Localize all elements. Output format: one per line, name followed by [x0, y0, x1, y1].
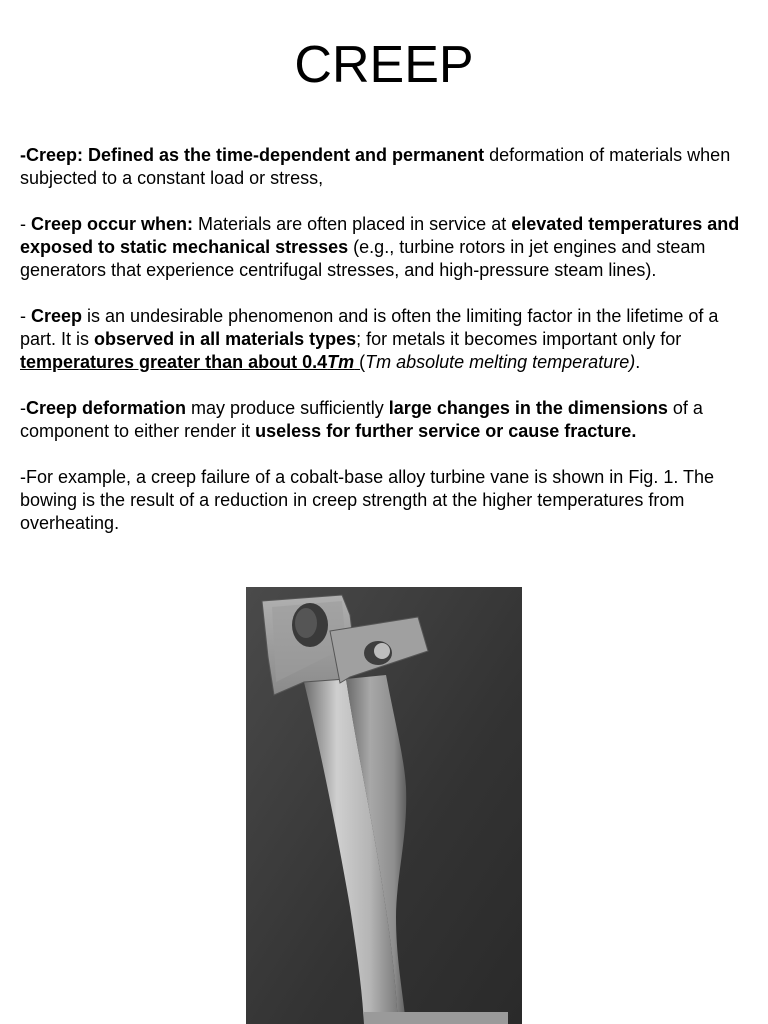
paragraph-3-segment: Creep: [31, 306, 83, 326]
paragraph-3-segment: -: [20, 306, 31, 326]
turbine-vane-photo: [246, 587, 522, 1024]
paragraph-4-segment: -: [20, 398, 26, 418]
page-title: CREEP: [294, 36, 474, 94]
paragraph-2-segment: elevated temperatures and exposed to static mechanical stresses: [20, 214, 740, 257]
paragraph-3-segment: observed in all materials types: [94, 329, 357, 349]
paragraph-3-segment: Tm: [327, 352, 355, 372]
paragraph-2-segment: (e.g., turbine rotors in jet engines and steam generators that experience centrifugal stresses, and high-pressure steam lines).: [20, 237, 706, 280]
paragraph-1-segment: -Creep: Defined as the time-dependent and permanent: [20, 145, 485, 165]
body-text: [20, 144, 752, 558]
paragraph-3: [20, 305, 752, 374]
paragraph-4-segment: may produce sufficiently: [186, 398, 389, 418]
paragraph-5: [20, 466, 752, 535]
paragraph-2-segment: -: [20, 214, 31, 234]
paragraph-3-segment: Tm absolute melting temperature): [365, 352, 636, 372]
paragraph-5-segment: -For example, a creep failure of a cobalt-base alloy turbine vane is shown in Fig. 1. The bowing is the result of a reduction in creep strength at the higher temperatures from overheating.: [20, 467, 715, 533]
paragraph-4-segment: Creep deformation: [26, 398, 187, 418]
paragraph-3-segment: temperatures greater than about 0.4: [20, 352, 328, 372]
paragraph-4: [20, 397, 752, 443]
paragraph-3-segment: .: [635, 352, 641, 372]
paragraph-2-segment: Creep occur when:: [31, 214, 194, 234]
paragraph-4-segment: useless for further service or cause fracture.: [255, 421, 637, 441]
paragraph-3-segment: ; for metals it becomes important only for: [356, 329, 682, 349]
paragraph-3-segment: (: [354, 352, 366, 372]
paragraph-1: [20, 144, 752, 190]
paragraph-2-segment: Materials are often placed in service at: [193, 214, 512, 234]
turbine-vane-image: [246, 587, 522, 1024]
paragraph-3-segment: is an undesirable phenomenon and is often the limiting factor in the lifetime of a part. It is: [20, 306, 719, 349]
paragraph-4-segment: of a component to either render it: [20, 398, 703, 441]
vane-base: [364, 1012, 508, 1024]
paragraph-4-segment: large changes in the dimensions: [388, 398, 668, 418]
paragraph-1-segment: deformation of materials when subjected to a constant load or stress,: [20, 145, 731, 188]
paragraph-2: [20, 213, 752, 282]
